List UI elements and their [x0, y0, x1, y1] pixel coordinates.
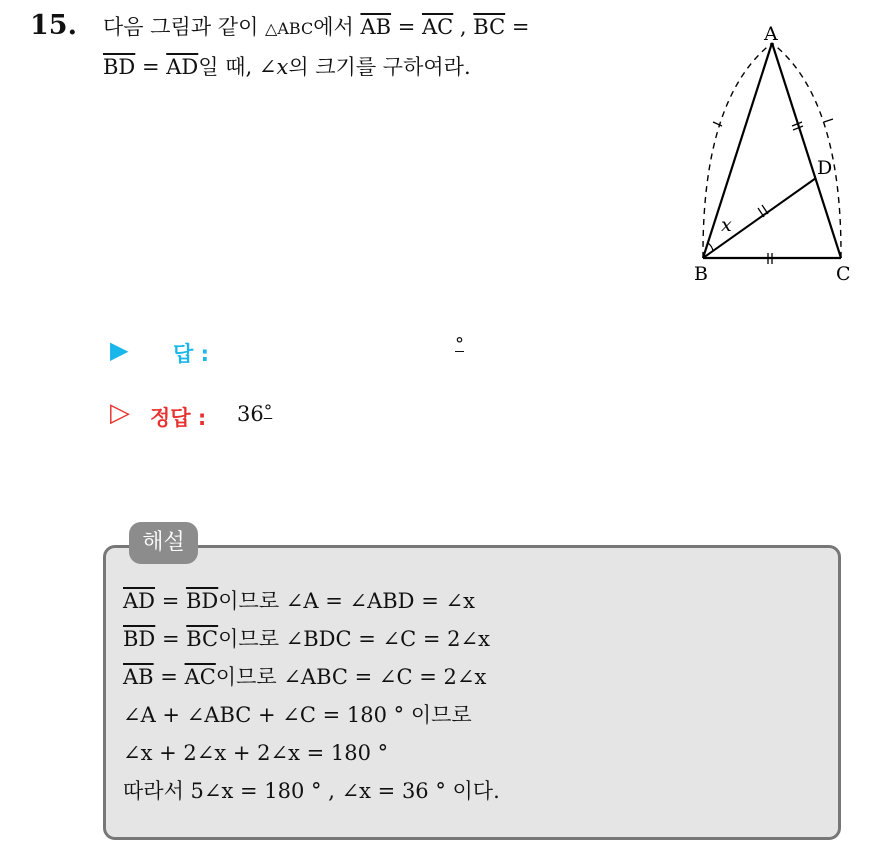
- side-ac: [772, 43, 841, 258]
- solution-line-2: $\overline{BD} = \overline{BC}$이므로 ∠BDC = ∠C = 2∠x: [123, 627, 490, 651]
- label-a: A: [764, 23, 778, 45]
- triangle-figure: [680, 18, 870, 290]
- solution-tag: 해설: [129, 522, 198, 564]
- label-c: C: [836, 263, 851, 285]
- answer-blank-unit[interactable]: °: [455, 334, 464, 355]
- answer-row: [110, 336, 128, 364]
- solution-line-6: 따라서 5∠x = 180 ° , ∠x = 36 ° 이다.: [123, 779, 500, 803]
- correct-label: 정답 :: [150, 406, 207, 430]
- side-ab: [703, 43, 772, 258]
- solution-line-1: $\overline{AD} = \overline{BD}$이므로 ∠A = ∠ABD = ∠x: [123, 589, 475, 613]
- outline-play-icon: ▷: [110, 398, 130, 428]
- segment-bd: [703, 178, 816, 258]
- angle-x-arc: [708, 243, 713, 251]
- label-x: x: [721, 214, 732, 236]
- play-icon: ▶: [110, 336, 129, 364]
- solution-line-3: $\overline{AB} = \overline{AC}$이므로 ∠ABC = ∠C = 2∠x: [123, 665, 487, 689]
- question-number: 15.: [30, 10, 77, 41]
- question-line-1: 다음 그림과 같이 △ABC에서 $\overline{AB} = \overline{AC}$ , $\overline{BC}$ =: [103, 15, 530, 39]
- label-d: D: [817, 157, 833, 179]
- solution-line-5: ∠x + 2∠x + 2∠x = 180 °: [123, 741, 389, 765]
- answer-label: 답 :: [173, 342, 209, 366]
- question-line-2: $\overline{BD} = \overline{AD}$일 때, ∠x의 크기를 구하여라.: [103, 55, 471, 79]
- correct-value: 36°: [237, 402, 273, 426]
- label-b: B: [694, 263, 708, 285]
- solution-line-4: ∠A + ∠ABC + ∠C = 180 ° 이므로: [123, 703, 472, 727]
